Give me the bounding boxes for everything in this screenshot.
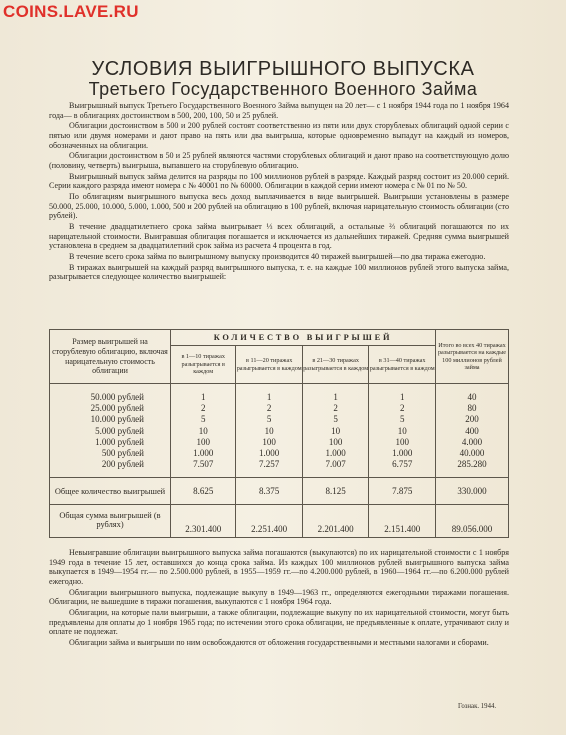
draws-11-20-column [236, 384, 302, 478]
cell: 1 [399, 392, 405, 402]
paragraph: Облигации достоинством в 50 и 25 рублей являются частями сторублевых облигаций и дают право на соответствующую долю (половину, четверть) выигрыша, выпавшего на сторублевую облигацию. [49, 151, 509, 170]
paragraph: Облигации, на которые пали выигрыши, а также облигации, подлежащие выкупу по их нарицательной стоимости, могут быть предъявлены для оплаты до 1 ноября 1965 года; по истечении этого срока облигации, не предъявленные к оплате, утрачивают силу и оплате не подлежат. [49, 607, 509, 637]
cell: 10.000 рублей [90, 414, 144, 425]
cell: 2.201.400 [302, 505, 369, 538]
cell: 8.125 [302, 478, 369, 505]
cell: 5 [266, 414, 272, 425]
cell: 40.000 [459, 448, 485, 459]
cell: 2.251.400 [236, 505, 302, 538]
paragraph: Выигрышный выпуск займа делится на разряды по 100 миллионов рублей в разряде. Каждый разряд состоит из 20.000 серий. Серии каждого разряда имеют номера с № 40001 по № 60000. Облигации в каждой серии имеют номера с № 01 по № 50. [49, 171, 509, 191]
cell: 2 [200, 403, 206, 414]
cell: 8.375 [236, 478, 302, 505]
paragraph: Облигации займа и выигрыши по ним освобождаются от обложения государственными и местными налогами и сборами. [69, 637, 489, 647]
cell: 500 рублей [101, 448, 144, 459]
cell: 25.000 рублей [90, 403, 144, 414]
prize-table [49, 329, 509, 538]
cell: 6.757 [392, 459, 413, 470]
cell: 200 [465, 414, 479, 425]
cell: 10 [198, 425, 208, 436]
cell: 1.000 рублей [95, 436, 144, 447]
cell: 2 [333, 403, 338, 414]
total-column [436, 384, 509, 478]
total-sum-label: Общая сумма выигрышей (в рублях) [50, 505, 171, 538]
paragraph: В тиражах выигрышей на каждый разряд выигрышного выпуска, т. е. на каждые 100 миллионов рублей этого выпуска займа, разыгрывается следующее количество выигрышей: [49, 262, 509, 282]
cell: 8.625 [171, 478, 236, 505]
draws-31-40-header: в 31—40 тиражах разыгрывается в каждом [369, 346, 436, 384]
cell: 100 [395, 436, 409, 447]
draws-1-10-column [171, 384, 236, 478]
total-count-label: Общее количество выигрышей [50, 478, 171, 505]
cell: 1.000 [392, 448, 413, 459]
cell: 1 [266, 392, 272, 402]
cell: 5 [333, 414, 338, 425]
paragraph: По облигациям выигрышного выпуска весь доход выплачивается в виде выигрышей. Выигрыши установлены в размере 50.000, 25.000, 10.000, 5.000, 1.000, 500 и 200 рублей на облигацию в 100 рублей, включая нарицательную стоимость облигации (сто рублей). [49, 192, 509, 221]
cell: 100 [262, 436, 276, 447]
draws-1-10-header: в 1—10 тиражах разыгрывается в каждом [171, 346, 236, 384]
cell: 7.257 [259, 459, 280, 470]
cell: 10 [264, 425, 274, 436]
cell: 5 [200, 414, 206, 425]
cell: 2.151.400 [369, 505, 436, 538]
cell: 285.280 [457, 459, 487, 470]
cell: 89.056.000 [436, 505, 509, 538]
cell: 2 [399, 403, 405, 414]
cell: 2.301.400 [171, 505, 236, 538]
cell: 10 [331, 425, 341, 436]
paragraph: В течение двадцатилетнего срока займа выигрывает ⅓ всех облигаций, а остальные ⅔ облигаций погашаются по их нарицательной стоимости. Выигравшая облигация погашается и исключается из дальнейших тиражей. Средняя сумма выигрышей установлена в среднем за двадцатилетний срок займа из расчета 4 процента в год. [49, 222, 509, 251]
paragraph: Невыигравшие облигации выигрышного выпуска займа погашаются (выкупаются) по их нарицательной стоимости с 1 ноября 1949 года в течение 15 лет, оставшихся до конца срока займа. Из каждых 100 миллионов рублей выигрышного выпуска займа выкупается в 1949—1954 гг.— по 2.500.000 рублей, в 1955—1959 гг.—по 4.200.000 рублей, в 1960—1964 гг.—по 6.200.000 рублей ежегодно. [49, 548, 509, 586]
cell: 80 [467, 403, 477, 414]
cell: 330.000 [436, 478, 509, 505]
paragraph: Выигрышный выпуск Третьего Государственного Военного Займа выпущен на 20 лет— с 1 ноября 1944 года по 1 ноября 1964 года— в облигациях достоинством в 500, 200, 100, 50 и 25 рублей. [49, 101, 509, 120]
cell: 100 [196, 436, 210, 447]
intro-text [49, 101, 509, 283]
paragraph: В течение всего срока займа по выигрышному выпуску производится 40 тиражей выигрышей—по два тиража ежегодно. [69, 252, 486, 262]
cell: 400 [465, 425, 479, 436]
draws-31-40-column [369, 384, 436, 478]
cell: 5.000 рублей [95, 425, 144, 436]
cell: 5 [399, 414, 405, 425]
cell: 7.007 [325, 459, 346, 470]
prize-count-header: КОЛИЧЕСТВО ВЫИГРЫШЕЙ [171, 330, 436, 346]
cell: 50.000 рублей [90, 392, 144, 402]
cell: 1.000 [259, 448, 280, 459]
cell: 1.000 [193, 448, 214, 459]
total-count-row [50, 478, 509, 505]
table-row [50, 384, 509, 478]
cell: 7.875 [369, 478, 436, 505]
printer-mark: Гознак. 1944. [458, 703, 497, 710]
cell: 1 [200, 392, 206, 402]
document-subtitle: Третьего Государственного Военного Займа [88, 79, 478, 99]
draws-11-20-header: в 11—20 тиражах разыгрывается в каждом [236, 346, 302, 384]
cell: 200 рублей [101, 459, 144, 470]
closing-text [49, 548, 509, 649]
cell: 100 [328, 436, 343, 447]
cell: 7.507 [193, 459, 214, 470]
document-title: УСЛОВИЯ ВЫИГРЫШНОГО ВЫПУСКА [91, 58, 475, 80]
total-sum-row [50, 505, 509, 538]
cell: 40 [467, 392, 477, 402]
draws-21-30-header: в 21—30 тиражах разыгрывается в каждом [302, 346, 369, 384]
draws-21-30-column [302, 384, 369, 478]
prize-size-column [50, 384, 171, 478]
cell: 1.000 [325, 448, 346, 459]
prize-size-header: Размер выигрышей на сторублевую облигацию, включая нарицательную стоимость облигации [50, 330, 171, 384]
cell: 1 [333, 392, 338, 402]
paragraph: Облигации выигрышного выпуска, подлежащие выкупу в 1949—1963 гг., определяются ежегодными тиражами погашения. Облигации, не вышедшие в тиражи погашения, выкупаются с 1 ноября 1964 года. [49, 587, 509, 607]
paragraph: Облигации достоинством в 500 и 200 рублей состоят соответственно из пяти или двух сторублевых облигаций одной серии с пятью или двумя номерами и дают право на пять или два выигрыша, которые одновременно выпадут на каждый из номеров, обозначенных на облигации. [49, 121, 509, 150]
site-watermark: COINS.LAVE.RU [3, 2, 139, 21]
cell: 2 [266, 403, 272, 414]
total-header: Итого во всех 40 тиражах разыгрывается на каждые 100 миллионов рублей займа [436, 330, 509, 384]
cell: 10 [397, 425, 407, 436]
cell: 4.000 [461, 436, 483, 447]
